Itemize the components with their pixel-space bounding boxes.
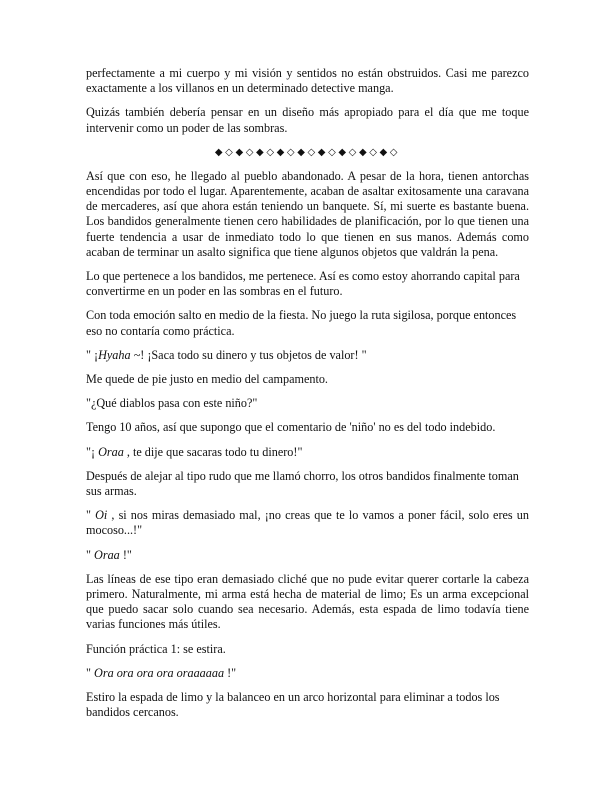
italic-text: Oi bbox=[95, 508, 108, 523]
paragraph-p5 bbox=[86, 308, 529, 338]
text-run: , te dije que sacaras todo tu dinero!" bbox=[123, 444, 303, 459]
text-run: "¿Qué diablos pasa con este niño?" bbox=[86, 396, 258, 411]
text-run: " bbox=[86, 665, 95, 680]
paragraph-p2 bbox=[86, 105, 529, 135]
paragraph-p9 bbox=[86, 420, 529, 435]
text-run: " ¡ bbox=[86, 347, 99, 362]
paragraph-p10 bbox=[86, 445, 529, 460]
text-run: Así que con eso, he llegado al pueblo abandonado. A pesar de la hora, tienen antorchas encendidas por todo el lugar. Aparentemente, acaban de asaltar exitosamente una caravana de mercaderes, así que ahora están teniendo un banquete. Sí, mi suerte es bastante buena. Los bandidos generalmente tienen cero habilidades de planificación, por lo que tienen una fuerte tendencia a usar de inmediato todo lo que tienen en sus manos. Además como acaban de terminar un asalto significa que tiene algunos objetos que valdrán la pena. bbox=[86, 168, 529, 259]
text-run: Tengo 10 años, así que supongo que el comentario de 'niño' no es del todo indebido. bbox=[86, 420, 496, 435]
paragraph-p13 bbox=[86, 548, 529, 563]
paragraph-p7 bbox=[86, 372, 529, 387]
text-run: Quizás también debería pensar en un diseño más apropiado para el día que me toque intervenir como un poder de las sombras. bbox=[86, 105, 529, 135]
paragraph-p4 bbox=[86, 269, 529, 299]
italic-text: Hyaha ~ bbox=[98, 347, 141, 362]
text-run: Me quede de pie justo en medio del campamento. bbox=[86, 372, 328, 387]
italic-text: Oraa bbox=[94, 547, 120, 562]
text-run: Las líneas de ese tipo eran demasiado cliché que no pude evitar querer cortarle la cabeza primero. Naturalmente, mi arma está hecha de material de limo; Es un arma excepcional que puedo sacar solo cuando sea necesario. Además, esta espada de limo todavía tiene varias funciones más útiles. bbox=[86, 571, 529, 632]
italic-text: Ora ora ora ora oraaaaaa bbox=[94, 665, 225, 680]
paragraph-p1 bbox=[86, 66, 529, 96]
text-run: " bbox=[86, 508, 96, 523]
paragraph-p14 bbox=[86, 572, 529, 633]
text-run: Función práctica 1: se estira. bbox=[86, 641, 226, 656]
text-run: ! ¡Saca todo su dinero y tus objetos de valor! " bbox=[140, 347, 367, 362]
text-run: Lo que pertenece a los bandidos, me pertenece. Así es como estoy ahorrando capital para convertirme en un poder en las sombras en el futuro. bbox=[86, 269, 520, 299]
text-run: !" bbox=[224, 665, 237, 680]
document-page bbox=[86, 66, 529, 730]
section-divider: ◆◇◆◇◆◇◆◇◆◇◆◇◆◇◆◇◆◇ bbox=[214, 146, 401, 158]
text-run: !" bbox=[119, 547, 132, 562]
paragraph-p3 bbox=[86, 169, 529, 260]
paragraph-p17 bbox=[86, 690, 529, 720]
text-run: Con toda emoción salto en medio de la fiesta. No juego la ruta sigilosa, porque entonces eso no contaría como práctica. bbox=[86, 308, 517, 338]
text-run: " bbox=[86, 547, 95, 562]
paragraph-p15 bbox=[86, 642, 529, 657]
paragraph-p6 bbox=[86, 348, 529, 363]
text-run: Estiro la espada de limo y la balanceo en un arco horizontal para eliminar a todos los bandidos cercanos. bbox=[86, 690, 500, 720]
paragraph-p16 bbox=[86, 666, 529, 681]
paragraph-p8 bbox=[86, 396, 529, 411]
text-run: perfectamente a mi cuerpo y mi visión y sentidos no están obstruidos. Casi me parezco exactamente a los villanos en un determinado detective manga. bbox=[86, 66, 529, 96]
italic-text: Oraa bbox=[98, 444, 124, 459]
text-run: Después de alejar al tipo rudo que me llamó chorro, los otros bandidos finalmente toman sus armas. bbox=[86, 468, 519, 499]
text-run: "¡ bbox=[86, 444, 99, 459]
paragraph-p11 bbox=[86, 469, 529, 499]
paragraph-p12 bbox=[86, 508, 529, 538]
text-run: , si nos miras demasiado mal, ¡no creas que te lo vamos a poner fácil, solo eres un mocoso...!" bbox=[86, 508, 529, 538]
